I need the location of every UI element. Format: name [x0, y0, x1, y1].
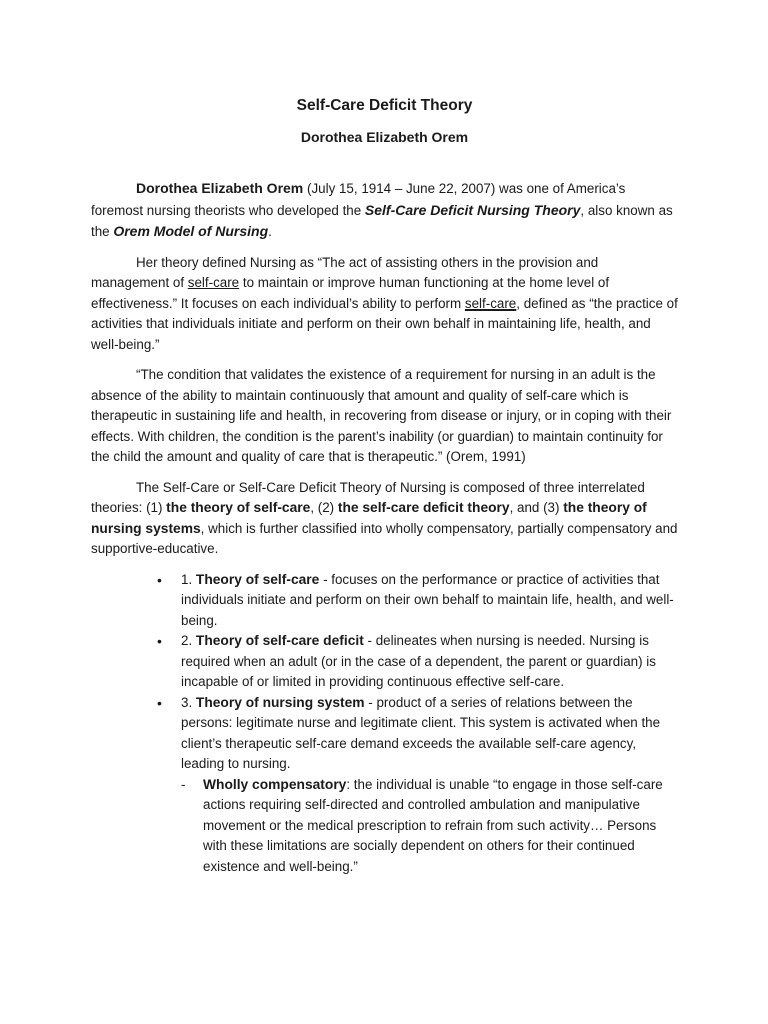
item-text: - delineates when nursing is needed. Nursing is required when an adult (or in the case of a dependent, the parent or guardian) is incapable of or limited in providing continuous effective self-care. — [181, 633, 656, 689]
model-name: Orem Model of Nursing — [113, 223, 269, 239]
composition-paragraph — [91, 478, 678, 560]
sub-item-heading: Wholly compensatory — [203, 776, 347, 792]
nursing-systems-sublist — [91, 775, 678, 878]
theory-deficit-bold: the self-care deficit theory — [337, 500, 510, 515]
theory-self-care-bold: the theory of self-care — [166, 500, 311, 515]
list-item — [91, 631, 678, 693]
quote-paragraph: “The condition that validates the existence of a requirement for nursing in an adult is the absence of the ability to maintain continuously that amount and quality of self-care which is therapeutic in sustaining life and health, in recovering from disease or injury, or in coping with their effects. With children, the condition is the parent’s inability (or guardian) to maintain continuity for the child the amount and quality of care that is therapeutic.” (Orem, 1991) — [91, 367, 672, 464]
item-number: 2. — [181, 633, 196, 648]
item-heading: Theory of self-care deficit — [195, 633, 364, 648]
list-item — [91, 570, 678, 632]
definition-text-2: to maintain or improve human functioning at the home level of effectiveness.” It focuses on each individual’s ability to perform — [91, 275, 610, 311]
self-care-link-2[interactable]: self-care — [464, 295, 517, 311]
definition-text-1: Her theory defined Nursing as “The act of assisting others in the provision and management of — [91, 254, 599, 290]
item-number: 3. — [181, 694, 196, 710]
theories-list — [91, 570, 678, 775]
intro-paragraph — [91, 178, 678, 243]
item-text: - focuses on the performance or practice of activities that individuals initiate and perform on their own behalf to maintain life, health, and well-being. — [181, 571, 674, 628]
list-item — [91, 693, 678, 775]
item-heading: Theory of self-care — [195, 571, 320, 587]
document-subtitle: Dorothea Elizabeth Orem — [300, 129, 469, 145]
self-care-link[interactable]: self-care — [187, 275, 240, 290]
sub-item-text: : the individual is unable “to engage in those self-care actions requiring self-directed and controlled ambulation and manipulative movement or the medical prescription to refrain from such activity… Persons with these limitations are socially dependent on others for their continued existence and well-being.” — [203, 776, 663, 874]
bullet-icon: • — [157, 694, 162, 711]
document-title: Self-Care Deficit Theory — [296, 97, 473, 114]
dash-icon: - — [181, 776, 186, 792]
composition-text-2: , (2) — [310, 500, 338, 515]
item-number: 1. — [181, 571, 196, 587]
composition-text-1: The Self-Care or Self-Care Deficit Theory of Nursing is composed of three interrelated theories: (1) — [91, 479, 645, 515]
theory-name: Self-Care Deficit Nursing Theory — [364, 201, 581, 218]
theory-systems-bold: the theory of nursing systems — [91, 500, 647, 536]
item-heading: Theory of nursing system — [195, 694, 365, 710]
sub-list-item — [91, 775, 678, 878]
bullet-icon: • — [157, 571, 162, 588]
composition-text-4: , which is further classified into wholly compensatory, partially compensatory and supportive-educative. — [91, 520, 678, 556]
bullet-icon: • — [157, 633, 162, 649]
item-text: - product of a series of relations between the persons: legitimate nurse and legitimate client. This system is activated when the client’s therapeutic self-care demand exceeds the available self-care agency, leading to nursing. — [181, 694, 661, 771]
composition-text-3: , and (3) — [509, 500, 564, 515]
intro-text-3: . — [268, 224, 272, 239]
author-name: Dorothea Elizabeth Orem — [136, 180, 304, 196]
definition-text-3: , defined as “the practice of activities that individuals initiate and perform on their own behalf in maintaining life, health, and well-being.” — [91, 295, 678, 352]
intro-text-1: (July 15, 1914 – June 22, 2007) was one of America’s foremost nursing theorists who developed the — [91, 181, 626, 218]
definition-paragraph — [91, 253, 678, 356]
intro-text-2: , also known as the — [91, 202, 673, 239]
